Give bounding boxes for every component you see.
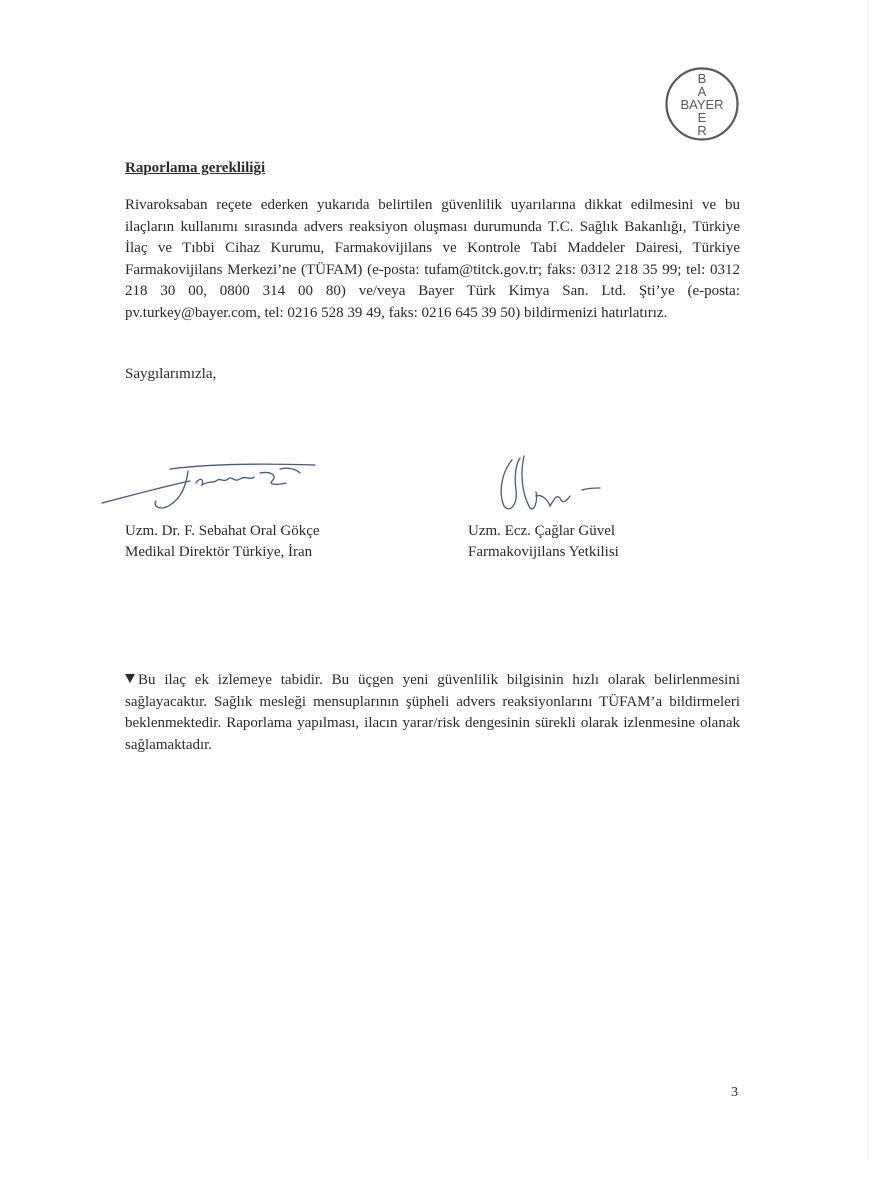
bayer-logo (664, 66, 740, 142)
logo-letter: A (697, 84, 707, 99)
signer-name: Uzm. Ecz. Çağlar Güvel (468, 523, 616, 539)
monitoring-note: Bu ilaç ek izlemeye tabidir. Bu üçgen yeni güvenlilik bilgisinin hızlı olarak belirlenmesini sağlayacaktır. Sağlık mesleği mensuplarının şüpheli advers reaksiyonlarını TÜFAM’a bildirmeleri beklenmektedir. Raporlama yapılması, ilacın yarar/risk dengesinin sürekli olarak izlenmesine olanak sağlamaktadır. (125, 672, 740, 753)
signer-block (468, 521, 619, 563)
signer-title: Medikal Direktör Türkiye, İran (125, 544, 313, 560)
greeting: Saygılarımızla, (125, 366, 217, 382)
logo-letter: R (697, 123, 707, 138)
logo-letter: E (697, 110, 707, 125)
logo-wordmark: BAYER (680, 97, 724, 112)
black-triangle-icon (125, 674, 135, 683)
scan-edge (868, 0, 869, 1160)
monitoring-paragraph (125, 670, 740, 756)
signature-1 (100, 455, 320, 525)
signer-title: Farmakovijilans Yetkilisi (468, 544, 619, 560)
page-number: 3 (731, 1085, 738, 1100)
reporting-paragraph: Rivaroksaban reçete ederken yukarıda belirtilen güvenlilik uyarılarına dikkat edilmesini ve bu ilaçların kullanımı sırasında advers reaksiyon oluşması durumunda T.C. Sağlık Bakanlığı, Türkiye İlaç ve Tıbbi Cihaz Kurumu, Farmakovijilans ve Kontrole Tabi Maddeler Dairesi, Türkiye Farmakovijilans Merkezi’ne (TÜFAM) (e-posta: tufam@titck.gov.tr; faks: 0312 218 35 99; tel: 0312 218 30 00, 0800 314 00 80) ve/veya Bayer Türk Kimya San. Ltd. Şti’ye (e-posta: pv.turkey@bayer.com, tel: 0216 528 39 49, faks: 0216 645 39 50) bildirmenizi hatırlatırız. (125, 197, 740, 321)
section-heading: Raporlama gerekliliği (125, 160, 266, 176)
signer-block (125, 521, 320, 563)
signer-name: Uzm. Dr. F. Sebahat Oral Gökçe (125, 523, 320, 539)
logo-letter: B (697, 71, 707, 86)
signature-2 (490, 450, 610, 530)
